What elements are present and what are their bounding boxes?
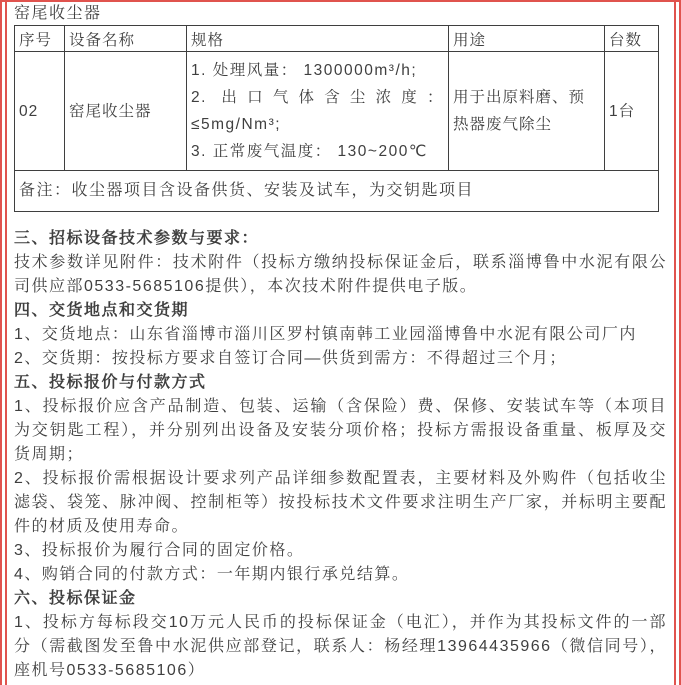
col-header-specification: 规格 [187, 26, 449, 52]
table-note-row [15, 171, 659, 212]
page-border-right-inner [674, 0, 676, 685]
para-deposit-1: 1、投标方每标段交10万元人民币的投标保证金（电汇），并作为其投标文件的一部分（需截图发至鲁中水泥供应部登记，联系人：杨经理13964435966（微信同号），座机号0533-5685106） [14, 614, 667, 679]
para-quote-4: 4、购销合同的付款方式：一年期内银行承兑结算。 [14, 566, 410, 583]
doc-title: 窑尾收尘器 [14, 5, 102, 22]
document-body [14, 227, 667, 683]
cell-equipment-name: 窑尾收尘器 [65, 52, 187, 171]
cell-serial: 02 [15, 52, 65, 171]
para-tech-attachment: 技术参数详见附件：技术附件（投标方缴纳投标保证金后，联系淄博鲁中水泥有限公司供应部0533-5685106提供），本次技术附件提供电子版。 [14, 254, 667, 295]
para-quote-2: 2、投标报价需根据设计要求列产品详细参数配置表，主要材料及外购件（包括收尘滤袋、袋笼、脉冲阀、控制柜等）按投标技术文件要求注明生产厂家，并标明主要配件的材质及使用寿命。 [14, 470, 667, 535]
para-delivery-place: 1、交货地点：山东省淄博市淄川区罗村镇南韩工业园淄博鲁中水泥有限公司厂内 [14, 326, 637, 343]
page-border-left-inner [5, 0, 7, 685]
table-note: 备注：收尘器项目含设备供货、安装及试车，为交钥匙项目 [15, 171, 659, 212]
spec-line-gas-temperature: 3. 正常废气温度： 130~200℃ [191, 143, 428, 160]
col-header-equipment-name: 设备名称 [65, 26, 187, 52]
equipment-table [14, 25, 659, 212]
table-row [15, 52, 659, 171]
heading-section-5: 五、投标报价与付款方式 [14, 374, 207, 391]
cell-specification [187, 52, 449, 171]
spec-line-dust-concentration: 2. 出口气体含尘浓度： ≤5mg/Nm³; [191, 89, 444, 133]
spec-line-airflow: 1. 处理风量： 1300000m³/h; [191, 62, 418, 79]
heading-section-4: 四、交货地点和交货期 [14, 302, 190, 319]
cell-use: 用于出原料磨、预热器废气除尘 [449, 52, 605, 171]
cell-quantity: 1台 [605, 52, 659, 171]
table-header-row [15, 26, 659, 52]
page-border-top [0, 0, 681, 2]
heading-section-6: 六、投标保证金 [14, 590, 137, 607]
col-header-use: 用途 [449, 26, 605, 52]
col-header-quantity: 台数 [605, 26, 659, 52]
para-delivery-time: 2、交货期：按投标方要求自签订合同—供货到需方：不得超过三个月； [14, 350, 567, 367]
col-header-serial: 序号 [15, 26, 65, 52]
heading-section-3: 三、招标设备技术参数与要求： [14, 230, 260, 247]
page-border-left-outer [0, 0, 2, 685]
para-quote-1: 1、投标报价应含产品制造、包装、运输（含保险）费、保修、安装试车等（本项目为交钥匙工程），并分别列出设备及安装分项价格；投标方需报设备重量、板厚及交货周期； [14, 398, 667, 463]
para-quote-3: 3、投标报价为履行合同的固定价格。 [14, 542, 305, 559]
document-content [14, 3, 667, 683]
